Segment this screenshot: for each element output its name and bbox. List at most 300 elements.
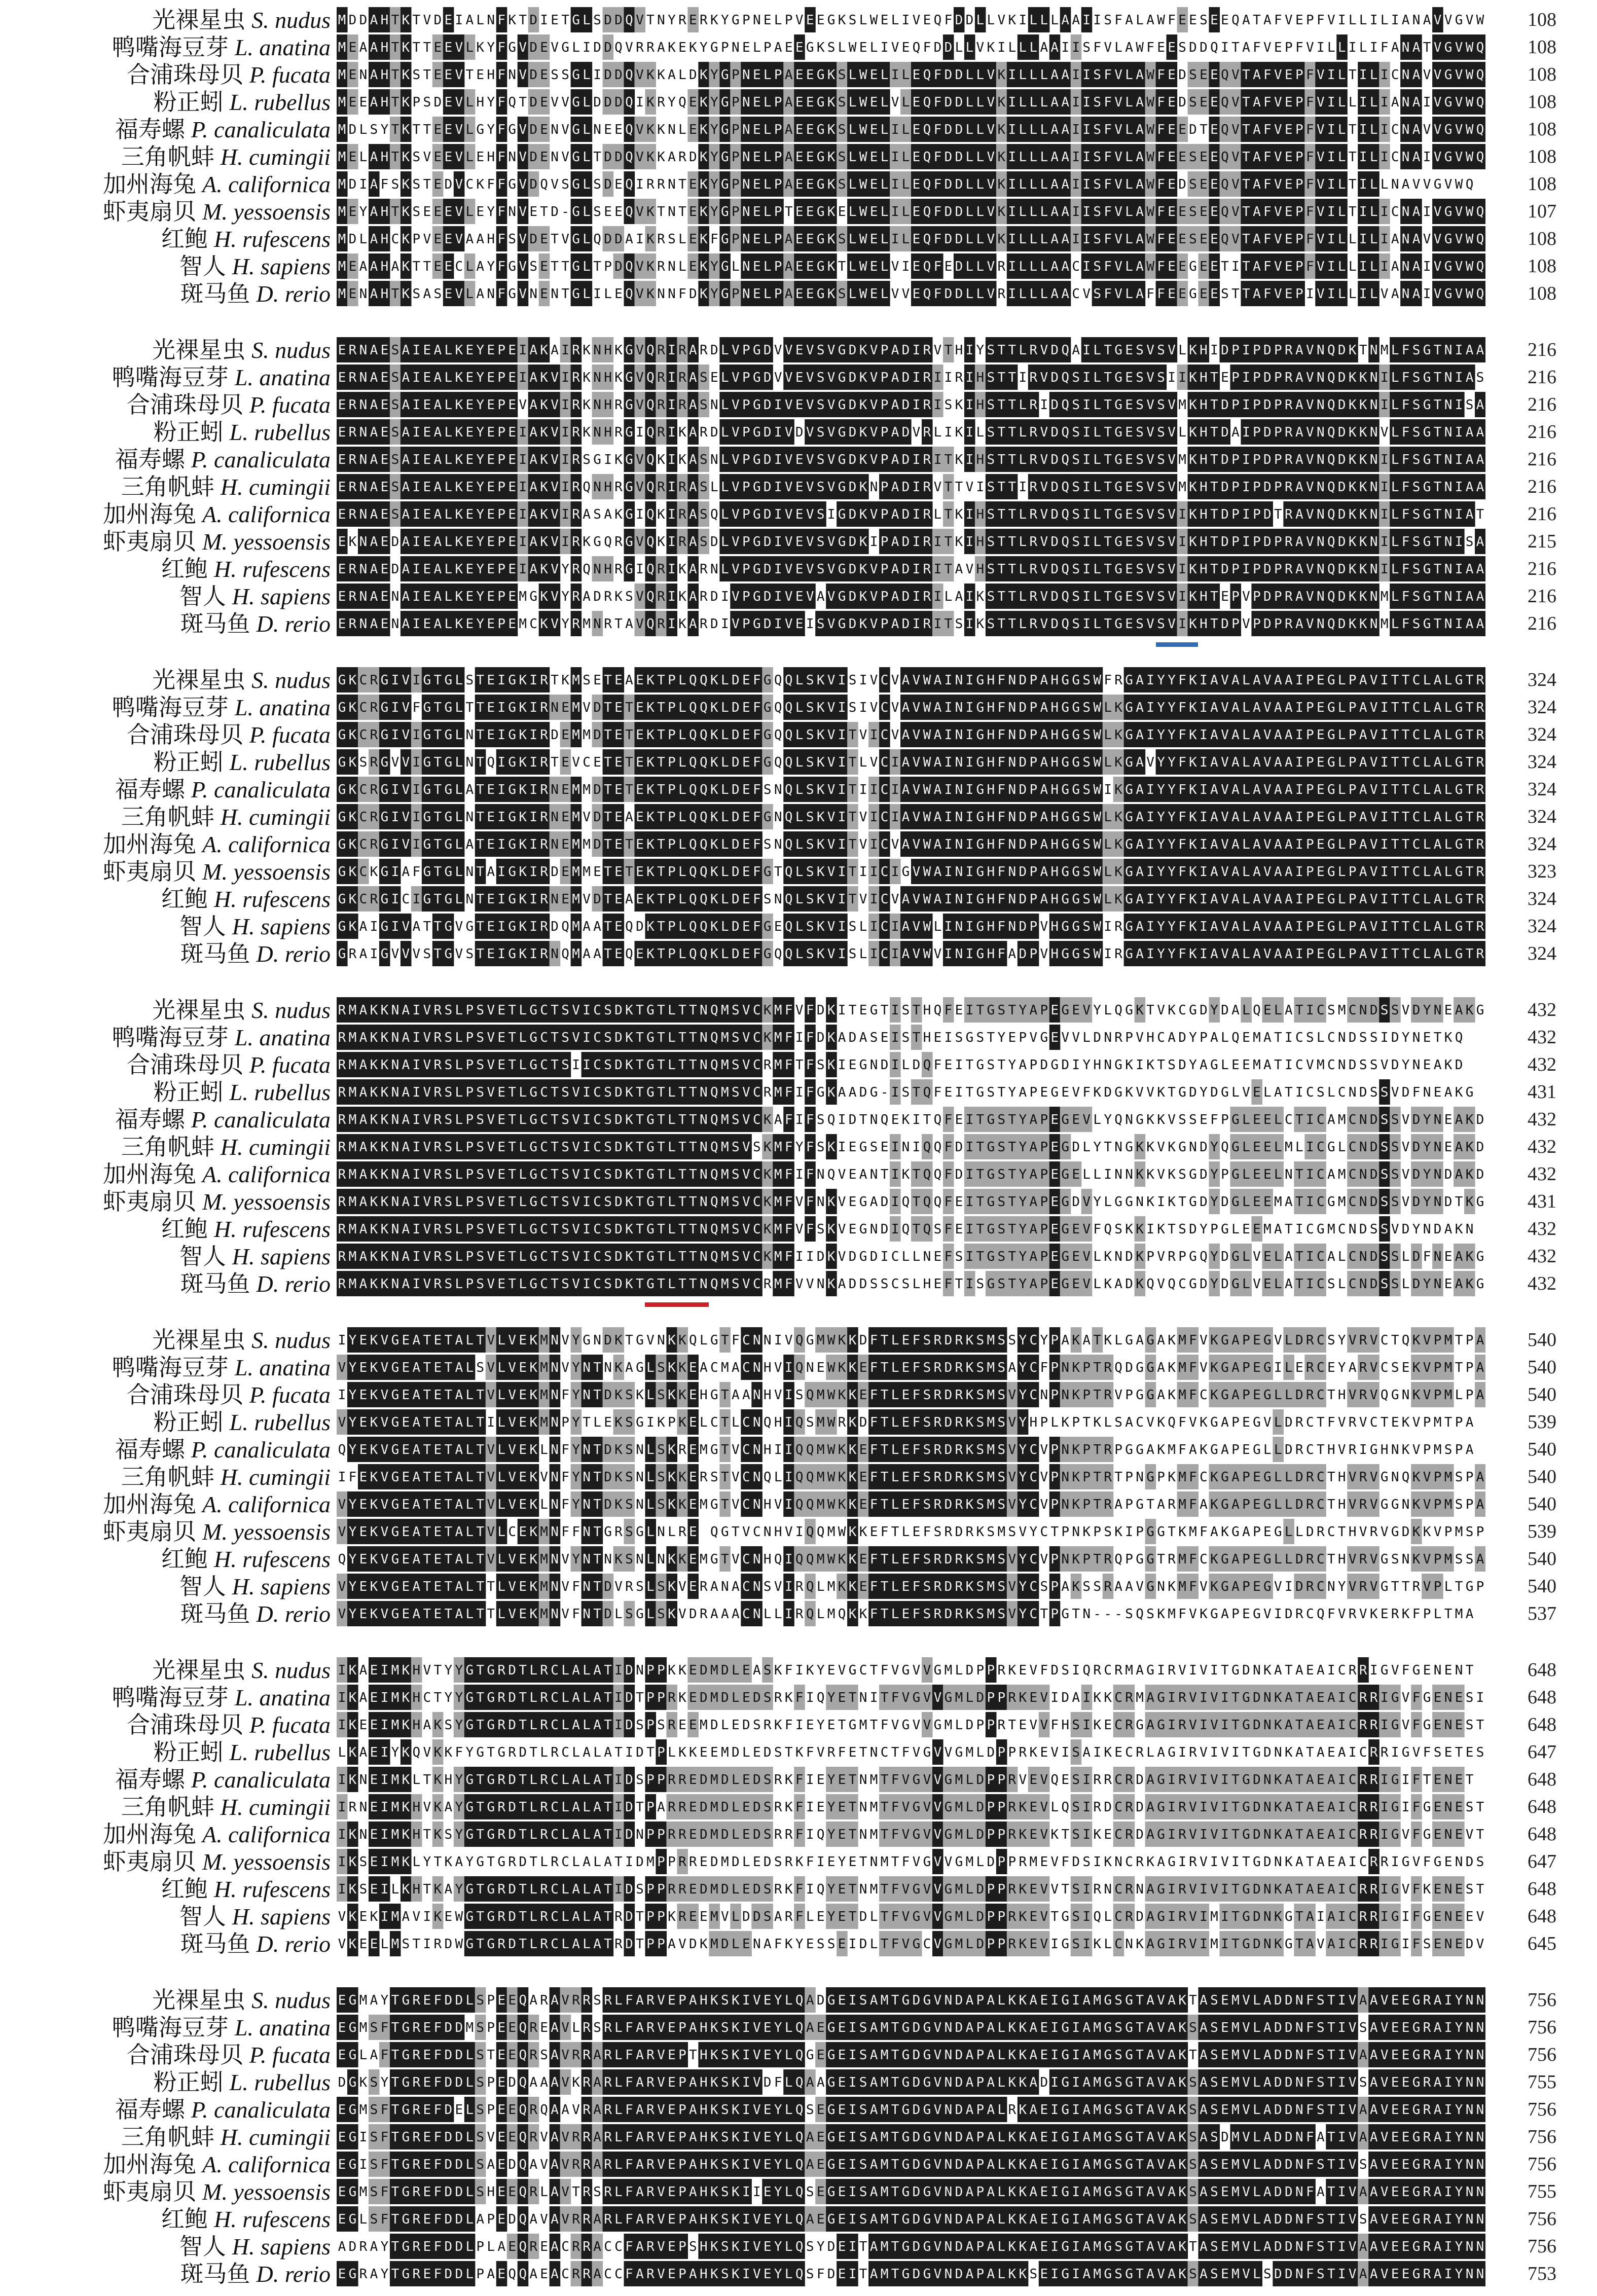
residue: V (1114, 150, 1122, 165)
residue: E (859, 40, 867, 55)
residue: L (1391, 507, 1399, 522)
residue: V (1263, 673, 1272, 688)
residue: E (1210, 13, 1218, 28)
residue: P (1253, 343, 1261, 358)
species-chinese-name: 加州海兔 (103, 170, 197, 198)
residue: D (551, 727, 559, 743)
residue: L (455, 700, 463, 715)
residue: W (859, 150, 867, 165)
residue: W (1146, 232, 1154, 247)
residue: M (519, 616, 527, 632)
residue: A (1061, 150, 1070, 165)
residue: V (891, 700, 899, 715)
residue: D (710, 425, 718, 440)
residue: I (891, 150, 899, 165)
residue: A (529, 507, 537, 522)
residue: I (540, 13, 548, 28)
residue: N (1008, 727, 1017, 743)
residue: C (391, 232, 400, 247)
residue: A (625, 232, 633, 247)
residue: V (1146, 562, 1154, 577)
residue: T (838, 259, 846, 274)
residue: L (763, 259, 772, 274)
residue: K (700, 204, 708, 220)
residue: T (423, 177, 431, 192)
residue: T (944, 616, 953, 632)
residue: A (668, 150, 676, 165)
residue: K (859, 425, 867, 440)
residue: K (402, 40, 410, 55)
residue: Q (1465, 177, 1474, 192)
residue: R (923, 616, 931, 632)
residue: N (593, 562, 601, 577)
residue: F (1157, 204, 1165, 220)
residue: G (1114, 589, 1122, 604)
residue: R (540, 673, 548, 688)
residue: A (1359, 700, 1367, 715)
residue: L (1019, 616, 1027, 632)
residue: T (1433, 589, 1442, 604)
residue: Q (1327, 425, 1335, 440)
residue: E (1200, 95, 1208, 110)
residue: S (1189, 67, 1197, 83)
residue: N (1316, 507, 1325, 522)
residue: L (1029, 67, 1038, 83)
residue: T (412, 259, 421, 274)
residue: Y (1168, 673, 1176, 688)
residue: P (880, 397, 889, 413)
residue: V (551, 452, 559, 467)
residue: E (433, 122, 442, 137)
residue: E (1285, 150, 1293, 165)
species-scientific-name: D. rerio (256, 281, 331, 307)
residue: I (1380, 507, 1389, 522)
residue: Y (476, 452, 485, 467)
residue: I (561, 534, 569, 550)
residue: Q (1476, 122, 1484, 137)
sequence-svg (337, 198, 1485, 225)
residue: V (784, 343, 793, 358)
residue: V (774, 343, 782, 358)
residue: K (976, 589, 985, 604)
residue: G (1061, 727, 1070, 743)
residue: V (1305, 562, 1314, 577)
residue: L (901, 67, 910, 83)
residue: N (1412, 13, 1421, 28)
residue: T (604, 727, 612, 743)
residue: P (742, 13, 750, 28)
residue: P (784, 13, 793, 28)
residue: G (827, 13, 836, 28)
residue: D (1221, 562, 1229, 577)
residue: D (763, 397, 772, 413)
residue: F (1305, 150, 1314, 165)
residue: T (1008, 589, 1017, 604)
residue-position-number: 108 (1528, 91, 1556, 113)
residue: D (348, 177, 357, 192)
residue: I (806, 616, 814, 632)
residue: K (1189, 425, 1197, 440)
residue: S (838, 177, 846, 192)
residue: F (487, 177, 495, 192)
residue: K (700, 95, 708, 110)
residue: I (1423, 204, 1431, 220)
residue: E (423, 397, 431, 413)
residue: A (1050, 232, 1059, 247)
residue: V (636, 286, 644, 302)
residue: L (1327, 40, 1335, 55)
residue: T (391, 122, 400, 137)
residue: A (1061, 286, 1070, 302)
residue: A (1465, 507, 1474, 522)
residue: G (720, 95, 729, 110)
residue: L (976, 67, 985, 83)
residue: E (348, 204, 357, 220)
residue: E (795, 534, 804, 550)
residue: P (497, 480, 506, 495)
residue: K (540, 343, 548, 358)
residue: S (1072, 507, 1080, 522)
residue: N (1316, 425, 1325, 440)
residue: T (1210, 452, 1218, 467)
residue: L (1337, 232, 1346, 247)
residue: I (1242, 370, 1250, 385)
species-chinese-name: 三角帆蚌 (121, 143, 214, 170)
residue: T (1433, 452, 1442, 467)
residue: L (1369, 259, 1378, 274)
residue: Q (1476, 204, 1484, 220)
residue: V (827, 425, 836, 440)
residue: Q (1476, 259, 1484, 274)
residue: V (1040, 343, 1048, 358)
residue: I (1380, 673, 1389, 688)
residue: P (774, 95, 782, 110)
residue: E (593, 673, 601, 688)
residue: T (391, 286, 400, 302)
residue: I (1455, 616, 1463, 632)
residue-position-number: 216 (1528, 421, 1556, 443)
residue: D (529, 150, 537, 165)
residue: G (572, 95, 580, 110)
residue: P (1253, 534, 1261, 550)
residue: V (1040, 452, 1048, 467)
residue: I (1305, 286, 1314, 302)
residue: I (1008, 67, 1017, 83)
residue: L (1337, 122, 1346, 137)
residue: P (742, 507, 750, 522)
residue: A (1136, 727, 1144, 743)
residue: F (1401, 397, 1410, 413)
residue: I (1380, 480, 1389, 495)
residue: K (540, 562, 548, 577)
residue: E (338, 425, 346, 440)
residue: K (646, 122, 655, 137)
residue: K (816, 727, 825, 743)
residue: I (1178, 370, 1186, 385)
residue: G (816, 150, 825, 165)
residue: F (497, 40, 506, 55)
residue: D (1263, 370, 1272, 385)
residue: V (1316, 67, 1325, 83)
residue: F (1157, 177, 1165, 192)
residue: E (752, 122, 761, 137)
species-label (0, 170, 331, 198)
species-label (0, 198, 331, 225)
residue: E (1210, 95, 1218, 110)
residue: I (1146, 673, 1154, 688)
residue: I (668, 452, 676, 467)
residue: R (348, 616, 357, 632)
alignment-row (0, 88, 1597, 116)
residue: I (933, 562, 942, 577)
residue: I (1455, 452, 1463, 467)
residue: Y (476, 589, 485, 604)
residue: I (1359, 177, 1367, 192)
residue: E (912, 67, 921, 83)
residue: H (604, 425, 612, 440)
residue: V (1305, 616, 1314, 632)
residue: L (465, 259, 474, 274)
residue: E (1168, 259, 1176, 274)
residue: V (891, 673, 899, 688)
residue: A (1295, 589, 1303, 604)
residue: A (1136, 95, 1144, 110)
species-label (0, 61, 331, 88)
residue: K (1189, 700, 1197, 715)
residue: L (848, 286, 857, 302)
residue: S (1093, 286, 1102, 302)
residue: M (1178, 480, 1186, 495)
residue: A (1465, 480, 1474, 495)
residue: I (1380, 150, 1389, 165)
residue: N (593, 425, 601, 440)
residue: K (348, 727, 357, 743)
residue: V (891, 727, 899, 743)
residue: I (1348, 40, 1357, 55)
residue: D (710, 343, 718, 358)
residue: V (1040, 370, 1048, 385)
residue: Q (646, 452, 655, 467)
residue: D (944, 204, 953, 220)
alignment-row (0, 363, 1597, 391)
residue: V (455, 204, 463, 220)
residue: L (880, 259, 889, 274)
residue: K (657, 507, 665, 522)
residue: A (625, 616, 633, 632)
residue: S (838, 286, 846, 302)
sequence-track (337, 143, 1485, 170)
residue: I (519, 480, 527, 495)
residue: S (412, 150, 421, 165)
residue: I (1008, 177, 1017, 192)
sequence-svg (337, 391, 1485, 418)
residue: P (497, 452, 506, 467)
residue: D (433, 13, 442, 28)
residue: N (742, 259, 750, 274)
residue: L (444, 507, 453, 522)
residue: P (1231, 452, 1240, 467)
residue: D (763, 480, 772, 495)
residue: I (1082, 204, 1091, 220)
residue: V (869, 452, 878, 467)
residue: C (455, 259, 463, 274)
residue: A (933, 673, 942, 688)
residue: K (859, 480, 867, 495)
residue: S (1189, 232, 1197, 247)
residue: F (933, 259, 942, 274)
residue: K (455, 507, 463, 522)
residue: G (625, 534, 633, 550)
residue: I (561, 452, 569, 467)
residue: E (433, 150, 442, 165)
residue: E (1285, 286, 1293, 302)
residue: G (816, 204, 825, 220)
residue: T (1210, 480, 1218, 495)
residue: L (965, 67, 974, 83)
residue: E (816, 13, 825, 28)
residue: D (848, 507, 857, 522)
residue: H (487, 232, 495, 247)
residue: I (1200, 673, 1208, 688)
residue: M (1178, 452, 1186, 467)
residue: L (720, 727, 729, 743)
residue: A (784, 67, 793, 83)
residue: Q (1221, 232, 1229, 247)
residue: A (370, 13, 378, 28)
residue: L (1040, 286, 1048, 302)
residue: L (1337, 700, 1346, 715)
residue: E (465, 480, 474, 495)
residue: G (1444, 259, 1453, 274)
residue: D (604, 177, 612, 192)
residue: E (1221, 589, 1229, 604)
residue: L (583, 286, 591, 302)
residue: S (1136, 452, 1144, 467)
residue: S (838, 232, 846, 247)
residue: T (433, 673, 442, 688)
residue: L (859, 13, 867, 28)
residue: V (1146, 507, 1154, 522)
residue: Q (774, 673, 782, 688)
residue: Y (1157, 673, 1165, 688)
residue: G (380, 673, 389, 688)
residue: I (519, 425, 527, 440)
residue: D (731, 673, 740, 688)
residue: E (742, 700, 750, 715)
residue: P (774, 232, 782, 247)
residue: A (1465, 343, 1474, 358)
residue: I (1242, 425, 1250, 440)
residue: L (1178, 425, 1186, 440)
residue: K (827, 177, 836, 192)
residue: V (806, 452, 814, 467)
residue: H (476, 95, 485, 110)
residue: L (1359, 13, 1367, 28)
residue: I (1327, 286, 1335, 302)
residue: T (1401, 673, 1410, 688)
residue: I (1210, 343, 1218, 358)
residue: H (1200, 343, 1208, 358)
residue: S (827, 40, 836, 55)
residue: E (465, 507, 474, 522)
residue: P (774, 259, 782, 274)
residue: V (1263, 40, 1272, 55)
residue: T (476, 673, 485, 688)
residue: S (1136, 616, 1144, 632)
residue: K (700, 177, 708, 192)
species-label (0, 500, 331, 528)
residue: F (1178, 673, 1186, 688)
residue: V (1305, 452, 1314, 467)
residue: S (987, 343, 995, 358)
residue: D (1337, 616, 1346, 632)
residue: A (1146, 13, 1154, 28)
residue: H (380, 95, 389, 110)
residue: V (1423, 177, 1431, 192)
residue: R (1029, 534, 1038, 550)
residue: A (1136, 122, 1144, 137)
residue: A (402, 562, 410, 577)
residue: D (1263, 589, 1272, 604)
residue: F (997, 727, 1006, 743)
residue: L (1423, 673, 1431, 688)
residue: T (1210, 534, 1218, 550)
residue: R (1114, 673, 1122, 688)
residue: S (423, 95, 431, 110)
residue: V (636, 452, 644, 467)
residue: R (1285, 589, 1293, 604)
residue: S (1072, 562, 1080, 577)
residue: D (901, 370, 910, 385)
residue: T (1242, 232, 1250, 247)
residue: D (614, 13, 623, 28)
residue: G (752, 370, 761, 385)
residue: L (1369, 286, 1378, 302)
residue: V (1114, 286, 1122, 302)
residue: I (1082, 425, 1091, 440)
residue: A (955, 562, 963, 577)
residue: L (1019, 259, 1027, 274)
residue: D (1189, 122, 1197, 137)
residue: V (1168, 562, 1176, 577)
residue: R (1285, 562, 1293, 577)
residue: N (742, 67, 750, 83)
residue: N (359, 370, 368, 385)
species-label (0, 473, 331, 500)
residue: Y (476, 616, 485, 632)
residue: L (1040, 150, 1048, 165)
residue: W (1465, 232, 1474, 247)
residue: P (742, 452, 750, 467)
residue: T (1104, 507, 1112, 522)
residue: I (965, 343, 974, 358)
residue: K (700, 259, 708, 274)
residue: E (795, 370, 804, 385)
residue: I (774, 452, 782, 467)
residue: K (1189, 562, 1197, 577)
residue: E (465, 452, 474, 467)
residue: V (1114, 204, 1122, 220)
residue: K (614, 343, 623, 358)
residue: F (1263, 67, 1272, 83)
residue: L (444, 562, 453, 577)
residue: I (1380, 452, 1389, 467)
residue: F (997, 673, 1006, 688)
residue: D (763, 616, 772, 632)
residue: E (806, 13, 814, 28)
residue: E (1125, 480, 1133, 495)
residue: L (901, 204, 910, 220)
